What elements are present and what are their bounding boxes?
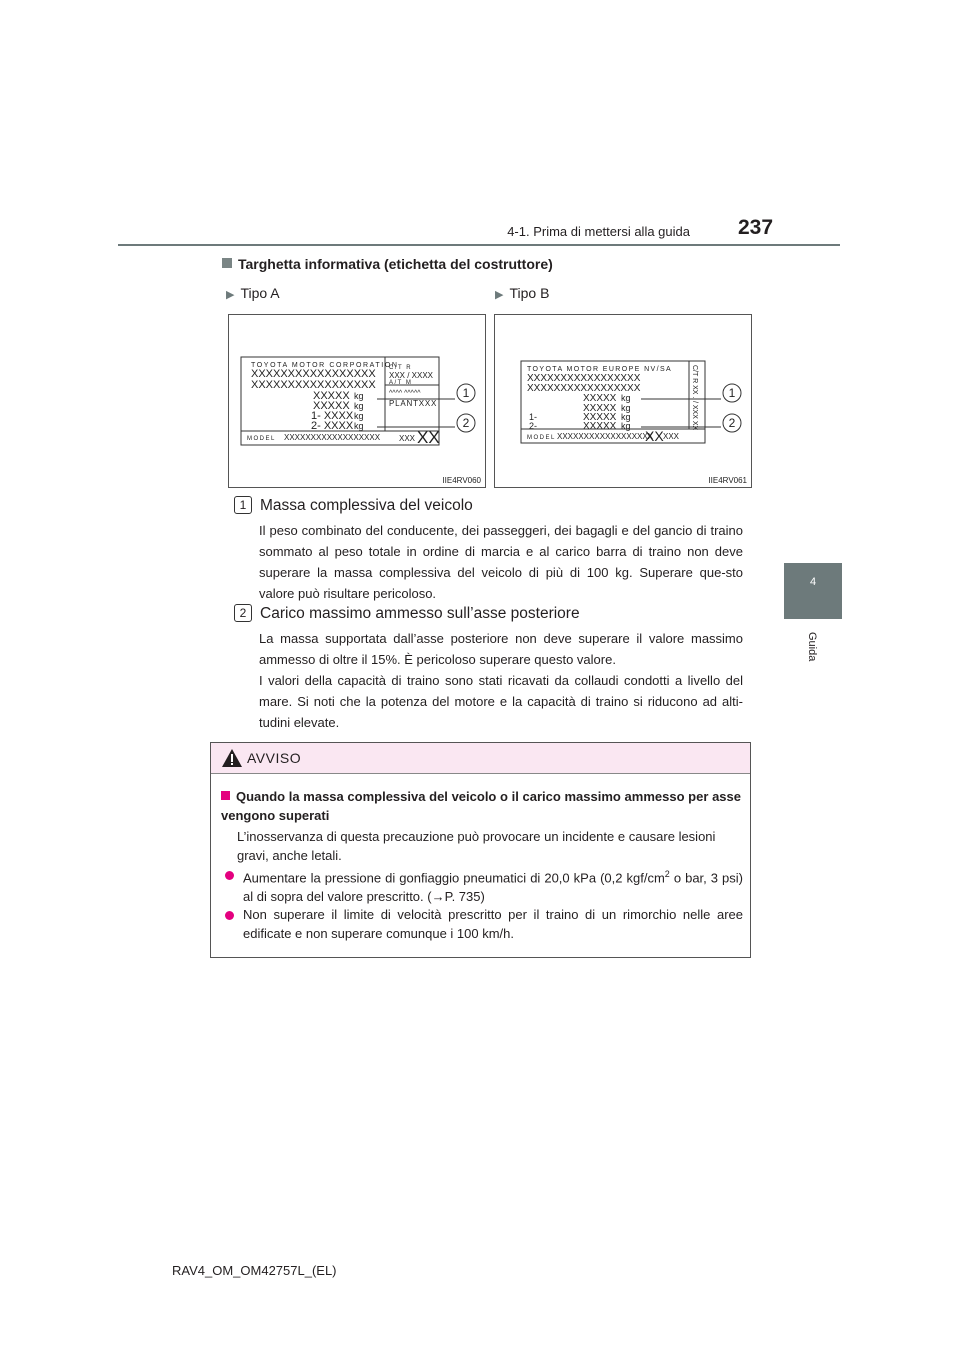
plate-a-axle2: 2- XXXX <box>311 420 354 432</box>
item-2-title <box>234 604 580 623</box>
item-2-number: 2 <box>234 604 252 622</box>
type-a-label <box>226 285 280 301</box>
plate-a-kg2: kg <box>354 401 364 411</box>
item-1-paragraph: Il peso combinato del conducente, dei passeggeri, dei bagagli e del gancio di traino sommato al peso totale in ordine di marcia e al carico barra di traino non deve superare la massa complessiva del veicolo di più di 100 kg. Superare que-sto valore può risultare pericoloso. <box>259 523 743 601</box>
plate-a-xx: XX <box>417 428 440 447</box>
plate-b-kg3: kg <box>621 412 631 422</box>
item-2-title-text: Carico massimo ammesso sull’asse posteriore <box>260 605 580 622</box>
pink-bullet-icon <box>225 871 234 880</box>
section-heading <box>222 256 553 272</box>
plate-b-side2: / XXX XX <box>691 401 698 431</box>
plate-a-mass2: XXXXX <box>313 400 350 412</box>
plate-b-xx: XX <box>645 428 664 444</box>
plate-a-mass1: XXXXX <box>313 390 350 402</box>
plate-b-vin2: XXXXXXXXXXXXXXXXX <box>527 383 641 394</box>
plate-b-mass4: XXXXX <box>583 421 617 432</box>
warning-bullet-1-text-a: Aumentare la pressione di gonfiaggio pneumatici di 20,0 kPa (0,2 kgf/cm <box>243 870 665 886</box>
plate-b-xxx: XXX <box>663 432 680 441</box>
warning-bullet-1 <box>243 865 743 906</box>
callout-1-a: 1 <box>462 386 470 400</box>
callout-2-a: 2 <box>462 416 470 430</box>
page-number: 237 <box>738 216 774 239</box>
plate-b-maker: TOYOTA MOTOR EUROPE NV/SA <box>527 366 673 373</box>
heading-text: Targhetta informativa (etichetta del costruttore) <box>238 256 553 272</box>
item-1-title-text: Massa complessiva del veicolo <box>260 497 473 514</box>
plate-b-kg1: kg <box>621 393 631 403</box>
plate-b-kg4: kg <box>621 421 631 431</box>
type-a-text: Tipo A <box>240 285 280 301</box>
warning-bullet-1-sup: 2 <box>664 869 670 879</box>
plate-b-axle1: 1- <box>529 412 538 422</box>
plate-a-xxx: XXX <box>399 434 416 443</box>
plate-b-axle2: 2- <box>529 421 538 431</box>
item-1-title <box>234 496 473 515</box>
plate-a-kg3: kg <box>354 411 364 421</box>
item-2-paragraph-1: La massa supportata dall’asse posteriore non deve superare il valore massimo ammesso di oltre il 15%. È pericoloso superare questo valore. <box>259 631 743 667</box>
chapter-tab <box>784 563 842 619</box>
warning-subheading-text: Quando la massa complessiva del veicolo o il carico massimo ammesso per asse vengono superati <box>221 789 741 823</box>
chapter-number: 4 <box>809 576 817 588</box>
plate-b-mass3: XXXXX <box>583 412 617 423</box>
section-title: 4-1. Prima di mettersi alla guida <box>507 224 690 239</box>
triangle-right-icon: ▶ <box>495 289 504 301</box>
warning-bullet-1-text-b: o bar, 3 psi) al di sopra del valore prescritto. (→P. 735) <box>243 870 743 905</box>
plate-a-model-val: XXXXXXXXXXXXXXXXXX <box>284 433 381 442</box>
warning-header <box>211 743 750 774</box>
plate-a-model-label: MODEL <box>247 436 276 442</box>
warning-text: L’inosservanza di questa precauzione può provocare un incidente e causare lesioni gravi, anche letali. <box>237 829 716 863</box>
item-2-paragraph-2: I valori della capacità di traino sono stati ricavati da collaudi condotti a livello del mare. Si noti che la potenza del motore e la capacità di traino si riducono ad alti-tudini elevate. <box>259 673 743 730</box>
plate-a-ctr-val: XXX / XXXX <box>389 371 434 380</box>
callout-1-b: 1 <box>728 386 736 400</box>
figure-type-a <box>228 314 486 488</box>
plate-a-atm: A/T M <box>389 380 413 386</box>
plate-a-vin2: XXXXXXXXXXXXXXXXX <box>251 379 376 391</box>
plate-a-vin1: XXXXXXXXXXXXXXXXX <box>251 368 376 380</box>
type-b-text: Tipo B <box>509 285 550 301</box>
plate-b-side1: C/T R XX . <box>691 365 698 399</box>
document-code: RAV4_OM_OM42757L_(EL) <box>172 1263 337 1278</box>
plate-b-mass1: XXXXX <box>583 393 617 404</box>
warning-box <box>210 742 751 958</box>
callout-2-b: 2 <box>728 416 736 430</box>
plate-a-kg4: kg <box>354 421 364 431</box>
plate-b-model-val: XXXXXXXXXXXXXXXXXX <box>557 432 654 441</box>
figure-code-b: IIE4RV061 <box>708 476 747 485</box>
plate-a-plant: PLANTXXX <box>389 399 438 408</box>
type-b-label <box>495 285 549 301</box>
square-bullet-icon <box>222 258 232 268</box>
plate-b-illustration <box>495 315 751 487</box>
plate-a-illustration <box>229 315 485 487</box>
figure-code-a: IIE4RV060 <box>442 476 481 485</box>
warning-subheading <box>221 787 741 825</box>
warning-triangle-icon <box>221 748 243 768</box>
plate-a-ctr: C/T R <box>389 365 413 371</box>
warning-title: AVVISO <box>247 750 302 766</box>
warning-bullet-2: Non superare il limite di velocità prescritto per il traino di un rimorchio nelle aree edificate e non superare comunque i 100 km/h. <box>243 907 743 941</box>
chapter-label: Guida <box>806 632 818 662</box>
plate-a-axle1: 1- XXXX <box>311 410 354 422</box>
pink-square-bullet-icon <box>221 791 230 800</box>
item-1-number: 1 <box>234 496 252 514</box>
plate-b-model-label: MODEL <box>527 435 556 441</box>
plate-b-kg2: kg <box>621 403 631 413</box>
plate-a-maker: TOYOTA MOTOR CORPORATION <box>251 362 399 369</box>
triangle-right-icon: ▶ <box>226 289 235 301</box>
header-divider <box>118 244 840 246</box>
plate-b-mass2: XXXXX <box>583 403 617 414</box>
plate-a-atm-val: ^^^^ ^^^^^ <box>389 390 421 397</box>
plate-a-kg1: kg <box>354 391 364 401</box>
plate-b-vin1: XXXXXXXXXXXXXXXXX <box>527 373 641 384</box>
pink-bullet-icon <box>225 911 234 920</box>
figure-type-b <box>494 314 752 488</box>
